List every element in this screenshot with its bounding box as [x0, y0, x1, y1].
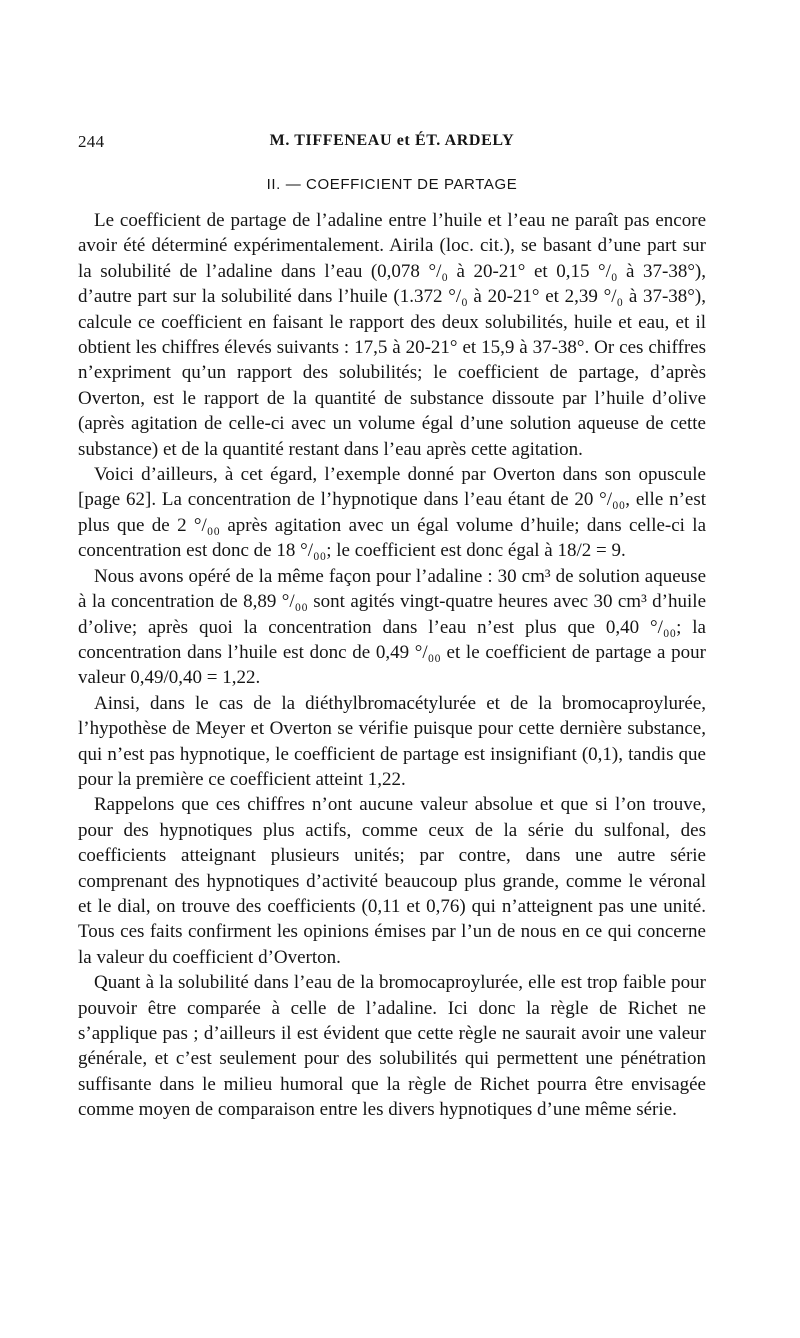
- paragraph-5: Rappelons que ces chiffres n’ont aucune valeur absolue et que si l’on trouve, pour des hypnotiques plus actifs, comme ceux de la série du sulfonal, des coefficients atteignant plusieurs unités; par contre, dans une autre série comprenant des hypnotiques d’activité beaucoup plus grande, comme le véronal et le dial, on trouve des coefficients (0,11 et 0,76) qui n’atteignent pas une unité. Tous ces faits confirment les opinions émises par l’un de nous en ce qui concerne la valeur du coefficient d’Overton.: [78, 794, 706, 968]
- body-text: [78, 208, 706, 1123]
- section-heading: II. — COEFFICIENT DE PARTAGE: [266, 176, 518, 193]
- paragraph-6: Quant à la solubilité dans l’eau de la bromocaproylurée, elle est trop faible pour pouvoir être comparée à celle de l’adaline. Ici donc la règle de Richet ne s’applique pas ; d’ailleurs il est évident que cette règle ne saurait avoir une valeur générale, et c’est seulement pour des solubilités qui permettent une pénétration suffisante dans le milieu humoral que la règle de Richet pourra être envisagée comme moyen de comparaison entre les divers hypnotiques d’une même série.: [78, 972, 706, 1121]
- running-head: [78, 132, 706, 156]
- paragraph-3: Nous avons opéré de la même façon pour l’adaline : 30 cm³ de solution aqueuse à la concentration de 8,89 °/₀₀ sont agités vingt-quatre heures avec 30 cm³ d’huile d’olive; après quoi la concentration dans l’eau n’est plus que 0,40 °/₀₀; la concentration dans l’huile est donc de 0,49 °/₀₀ et le coefficient de partage a pour valeur 0,49/0,40 = 1,22.: [78, 565, 706, 689]
- paragraph-4: Ainsi, dans le cas de la diéthylbromacétylurée et de la bromocaproylurée, l’hypothèse de Meyer et Overton se vérifie puisque pour cette dernière substance, qui n’est pas hypnotique, le coefficient de partage est insignifiant (0,1), tandis que pour la première ce coefficient atteint 1,22.: [78, 692, 706, 790]
- page-number: 244: [78, 132, 105, 151]
- paragraph-1: Le coefficient de partage de l’adaline entre l’huile et l’eau ne paraît pas encore avoir été déterminé expérimentalement. Airila (loc. cit.), se basant d’une part sur la solubilité de l’adaline dans l’eau (0,078 °/₀ à 20-21° et 0,15 °/₀ à 37-38°), d’autre part sur la solubilité dans l’huile (1.372 °/₀ à 20-21° et 2,39 °/₀ à 37-38°), calcule ce coefficient en faisant le rapport des deux solubilités, huile et eau, et il obtient les chiffres élevés suivants : 17,5 à 20-21° et 15,9 à 37-38°. Or ces chiffres n’expriment qu’un rapport des solubilités; le coefficient de partage, d’après Overton, est le rapport de la quantité de substance dissoute par l’huile d’olive (après agitation de celle-ci avec un volume égal d’une solution aqueuse de cette substance) et de la quantité restant dans l’eau après cette agitation.: [78, 210, 706, 460]
- paragraph-2: Voici d’ailleurs, à cet égard, l’exemple donné par Overton dans son opuscule [page 62]. La concentration de l’hypnotique dans l’eau étant de 20 °/₀₀, elle n’est plus que de 2 °/₀₀ après agitation avec un égal volume d’huile; dans celle-ci la concentration est donc de 18 °/₀₀; le coefficient est donc égal à 18/2 = 9.: [78, 464, 706, 562]
- running-title: M. TIFFENEAU et ÉT. ARDELY: [269, 132, 515, 149]
